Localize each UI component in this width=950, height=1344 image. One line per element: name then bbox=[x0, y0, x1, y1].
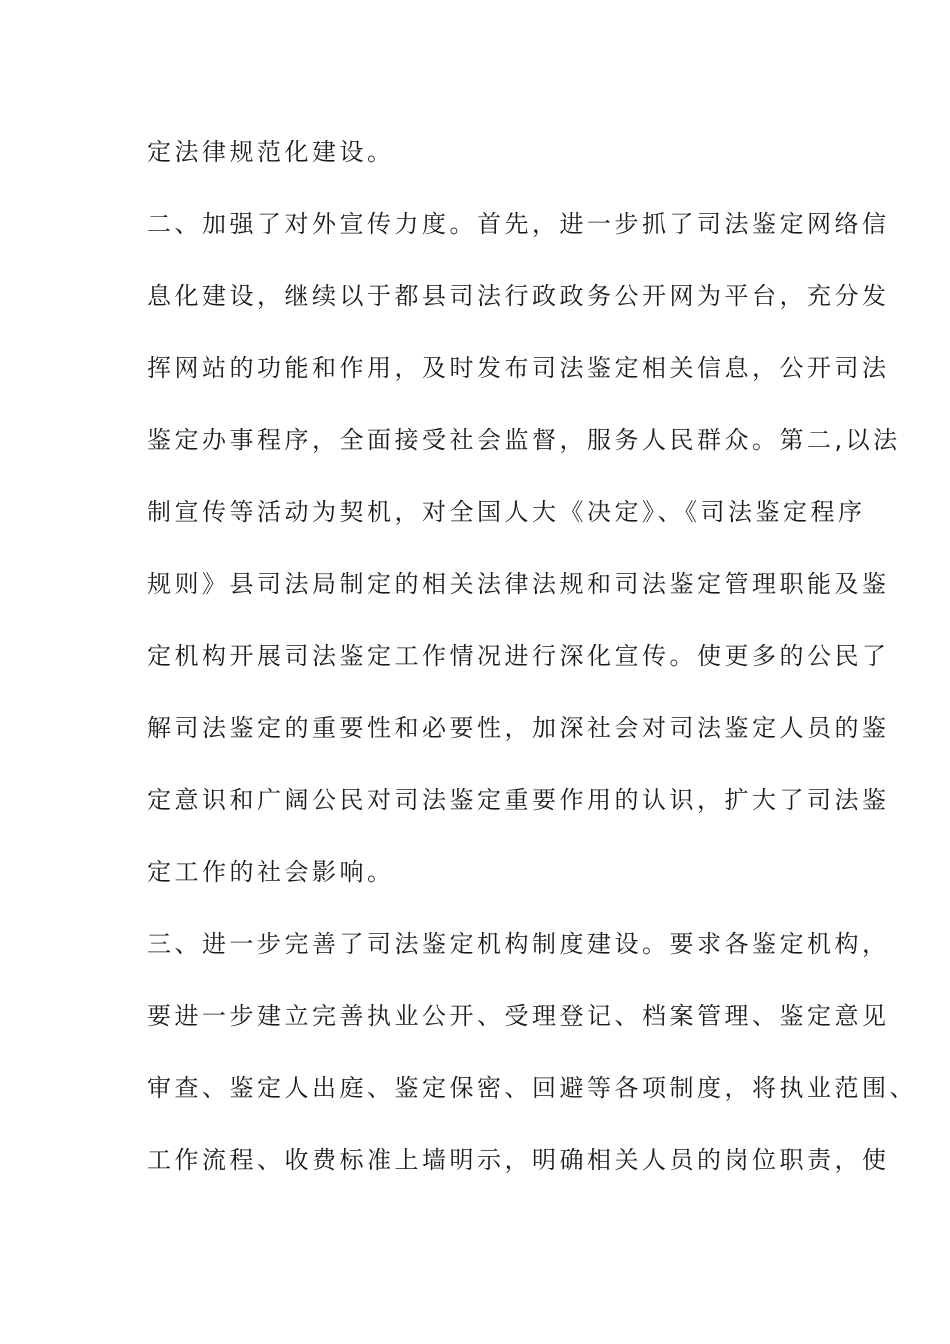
text-line-11: 定工作的社会影响。 bbox=[147, 858, 395, 886]
text-line-2: 二、加强了对外宣传力度。首先，进一步抓了司法鉴定网络信 bbox=[147, 210, 890, 238]
text-line-4: 挥网站的功能和作用，及时发布司法鉴定相关信息，公开司法 bbox=[147, 354, 890, 382]
text-line-3: 息化建设，继续以于都县司法行政政务公开网为平台，充分发 bbox=[147, 282, 890, 310]
text-line-1: 定法律规范化建设。 bbox=[147, 138, 395, 166]
text-line-10: 定意识和广阔公民对司法鉴定重要作用的认识，扩大了司法鉴 bbox=[147, 786, 890, 814]
text-line-14: 审查、鉴定人出庭、鉴定保密、回避等各项制度，将执业范围、 bbox=[147, 1074, 917, 1102]
text-line-15: 工作流程、收费标准上墙明示，明确相关人员的岗位职责，使 bbox=[147, 1146, 890, 1174]
text-line-5: 鉴定办事程序，全面接受社会监督，服务人民群众。第二,以法 bbox=[147, 426, 901, 454]
text-line-9: 解司法鉴定的重要性和必要性，加深社会对司法鉴定人员的鉴 bbox=[147, 714, 890, 742]
text-line-12: 三、进一步完善了司法鉴定机构制度建设。要求各鉴定机构， bbox=[147, 930, 890, 958]
text-line-7: 规则》县司法局制定的相关法律法规和司法鉴定管理职能及鉴 bbox=[147, 570, 890, 598]
text-line-6: 制宣传等活动为契机，对全国人大《决定》、《司法鉴定程序 bbox=[147, 498, 866, 526]
text-line-8: 定机构开展司法鉴定工作情况进行深化宣传。使更多的公民了 bbox=[147, 642, 890, 670]
text-line-13: 要进一步建立完善执业公开、受理登记、档案管理、鉴定意见 bbox=[147, 1002, 890, 1030]
